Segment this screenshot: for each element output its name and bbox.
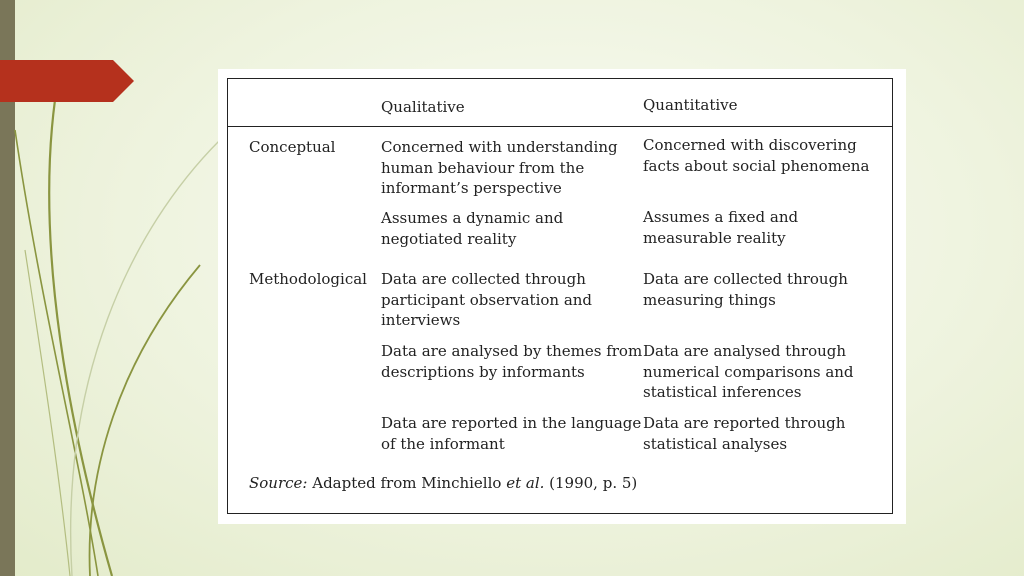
- cell-line: participant observation and: [381, 290, 593, 309]
- cell-line: interviews: [381, 311, 461, 329]
- cell-line: negotiated reality: [381, 229, 517, 248]
- cell-line: Data are collected through: [643, 270, 848, 288]
- cell-line: numerical comparisons and: [643, 362, 854, 381]
- cell-line: Data are analysed by themes from: [381, 342, 643, 360]
- cell-line: Concerned with understanding: [381, 138, 618, 156]
- cell-line: measurable reality: [643, 228, 786, 247]
- section-methodological: Methodological: [249, 270, 367, 288]
- cell-line: informant’s perspective: [381, 179, 562, 197]
- cell-line: Assumes a fixed and: [643, 208, 799, 226]
- source-text-before: Adapted from Minchiello: [307, 474, 507, 492]
- cell-line: human behaviour from the: [381, 158, 585, 177]
- table-frame: [227, 78, 893, 514]
- cell-line: measuring things: [643, 290, 776, 309]
- source-text-after: (1990, p. 5): [544, 474, 638, 492]
- cell-line: Data are analysed through: [643, 342, 847, 360]
- table-image: [218, 69, 906, 524]
- section-conceptual: Conceptual: [249, 138, 336, 156]
- cell-line: Data are collected through: [381, 270, 586, 288]
- source-etal: et al.: [506, 474, 545, 492]
- cell-line: statistical inferences: [643, 383, 802, 401]
- cell-line: facts about social phenomena: [643, 156, 870, 175]
- source-citation: [249, 473, 637, 494]
- cell-line: Assumes a dynamic and: [381, 209, 564, 227]
- cell-line: descriptions by informants: [381, 362, 585, 381]
- cell-line: of the informant: [381, 434, 505, 453]
- cell-line: Concerned with discovering: [643, 136, 857, 154]
- cell-line: Data are reported through: [643, 414, 846, 432]
- header-qualitative: Qualitative: [381, 98, 465, 116]
- source-label: Source:: [249, 474, 308, 492]
- header-rule: [228, 126, 892, 127]
- cell-line: statistical analyses: [643, 434, 788, 453]
- cell-line: Data are reported in the language: [381, 414, 642, 432]
- red-tab-shape: [0, 60, 134, 102]
- header-quantitative: Quantitative: [643, 96, 738, 114]
